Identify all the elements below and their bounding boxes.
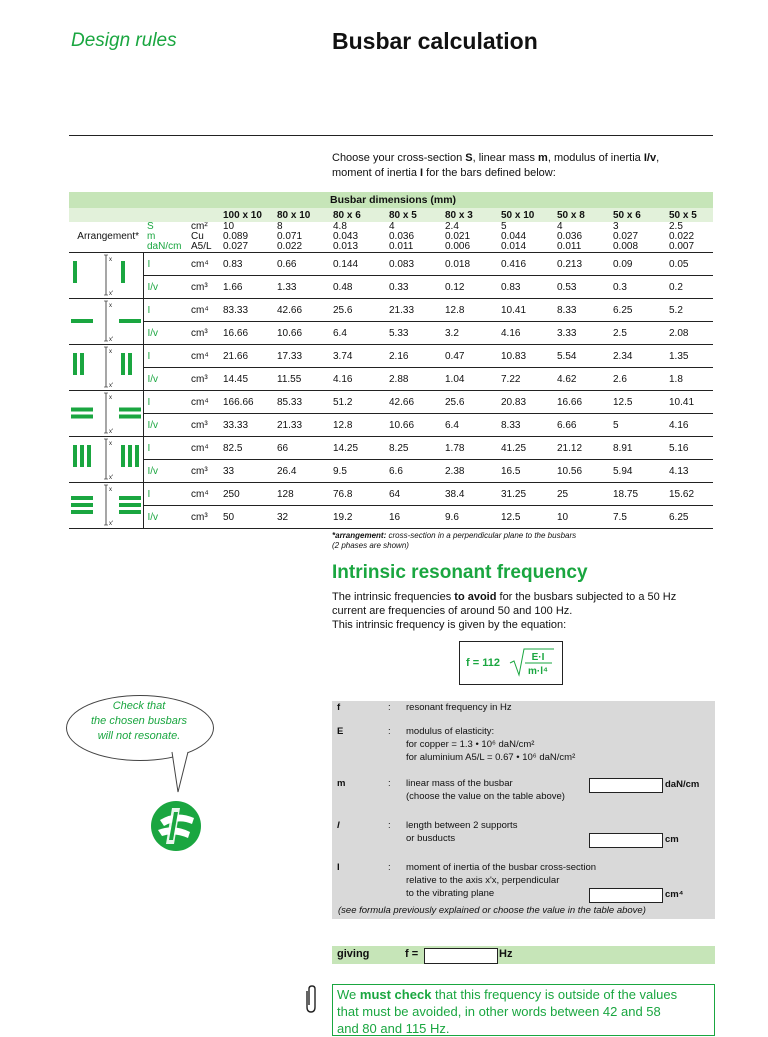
table-cell: 8.91	[609, 437, 665, 460]
busbar-arrangement-icon	[69, 437, 143, 481]
page-title: Busbar calculation	[332, 28, 538, 54]
axis-xp-label: x'	[109, 429, 114, 435]
arrangement-graphic	[69, 437, 143, 483]
table-cell: 12.5	[497, 506, 553, 529]
table-cell: 21.66	[219, 345, 273, 368]
table-cell: 0.213	[553, 253, 609, 276]
table-cell: 0.044	[501, 232, 527, 242]
column-header-size: 50 x 6	[609, 208, 665, 222]
table-cell: 2.88	[385, 368, 441, 391]
table-cell: 10.83	[497, 345, 553, 368]
busbar-shape	[128, 445, 132, 467]
axis-x-label: x	[109, 395, 112, 401]
busbar-arrangement-icon	[69, 345, 143, 389]
table-cell: 4	[557, 222, 563, 232]
row-unit: cm³	[187, 506, 219, 529]
table-cell: 9.5	[329, 460, 385, 483]
paperclip-icon	[301, 985, 321, 1015]
table-cell: 4.16	[665, 414, 713, 437]
table-cell: 0.013	[329, 242, 385, 253]
table-cell: 25.6	[329, 299, 385, 322]
table-cell: 2.16	[385, 345, 441, 368]
busbar-table	[69, 192, 713, 529]
callout-text: Check that the chosen busbars will not resonate.	[90, 700, 187, 742]
busbar-arrangement-icon	[69, 299, 143, 343]
variable-description: or busducts	[406, 833, 456, 844]
table-cell: 20.83	[497, 391, 553, 414]
variable-input-field[interactable]	[589, 833, 663, 848]
arrangement-label: Arrangement*	[77, 232, 139, 242]
variable-symbol: m	[337, 778, 346, 789]
table-cell: 10	[553, 506, 609, 529]
table-cell: 2.6	[609, 368, 665, 391]
busbar-shape	[87, 445, 91, 467]
row-symbol: I	[143, 437, 187, 460]
table-cell: 5.33	[385, 322, 441, 345]
property-symbol: m	[147, 232, 156, 242]
column-header-size: 100 x 10	[219, 208, 273, 222]
axis-xp-label: x'	[109, 383, 114, 389]
table-cell: 16.66	[553, 391, 609, 414]
table-cell: 82.5	[219, 437, 273, 460]
table-cell: 10.56	[553, 460, 609, 483]
row-symbol: I/v	[143, 276, 187, 299]
table-cell: 85.33	[273, 391, 329, 414]
variable-symbol: I	[337, 862, 340, 873]
table-cell: 12.8	[441, 299, 497, 322]
table-cell: 32	[273, 506, 329, 529]
busbar-shape	[119, 408, 141, 412]
table-cell: 4.13	[665, 460, 713, 483]
row-symbol: I	[143, 391, 187, 414]
row-unit: cm⁴	[187, 299, 219, 322]
variable-colon: :	[388, 820, 391, 831]
table-cell: 0.2	[665, 276, 713, 299]
table-cell: 21.12	[553, 437, 609, 460]
table-cell: 76.8	[329, 483, 385, 506]
table-cell: 128	[273, 483, 329, 506]
section-label: Design rules	[71, 30, 177, 51]
table-cell: 5.16	[665, 437, 713, 460]
table-cell: 0.33	[385, 276, 441, 299]
table-cell: 9.6	[441, 506, 497, 529]
variable-description: for copper = 1.3 • 10⁶ daN/cm²	[406, 739, 535, 750]
table-cell: 0.12	[441, 276, 497, 299]
variable-description: relative to the axis x'x, perpendicular	[406, 875, 560, 886]
divider	[69, 135, 713, 136]
table-cell: 21.33	[273, 414, 329, 437]
variable-description: moment of inertia of the busbar cross-section	[406, 862, 597, 873]
table-cell: 6.25	[609, 299, 665, 322]
table-cell: 8.25	[385, 437, 441, 460]
table-cell: 14.45	[219, 368, 273, 391]
table-cell: 4.62	[553, 368, 609, 391]
busbar-shape	[121, 261, 125, 283]
busbar-shape	[71, 408, 93, 412]
table-cell: 1.04	[441, 368, 497, 391]
axis-xp-label: x'	[109, 337, 114, 343]
table-cell: 7.5	[609, 506, 665, 529]
table-cell: 0.027	[219, 242, 273, 253]
row-symbol: I	[143, 299, 187, 322]
table-cell: 21.33	[385, 299, 441, 322]
busbar-shape	[135, 445, 139, 467]
variable-colon: :	[388, 702, 391, 713]
resonance-formula	[462, 645, 558, 681]
formula-numerator: E·I	[531, 652, 545, 663]
row-unit: cm⁴	[187, 253, 219, 276]
busbar-shape	[71, 319, 93, 323]
table-cell: 7.22	[497, 368, 553, 391]
table-cell: 4	[389, 222, 395, 232]
axis-x-label: x	[109, 257, 112, 263]
table-cell: 0.021	[445, 232, 471, 242]
frequency-unit: Hz	[499, 948, 513, 960]
table-cell: 11.55	[273, 368, 329, 391]
busbar-shape	[71, 503, 93, 507]
table-cell: 0.018	[441, 253, 497, 276]
table-cell: 0.011	[553, 242, 609, 253]
variable-description: to the vibrating plane	[406, 888, 495, 899]
table-cell: 250	[219, 483, 273, 506]
table-cell: 10.66	[385, 414, 441, 437]
table-cell: 4.16	[329, 368, 385, 391]
table-cell: 6.6	[385, 460, 441, 483]
busbar-arrangement-icon	[69, 253, 143, 297]
column-header-size: 80 x 6	[329, 208, 385, 222]
row-symbol: I	[143, 483, 187, 506]
table-cell: 2.08	[665, 322, 713, 345]
table-cell: 50	[219, 506, 273, 529]
variable-description: resonant frequency in Hz	[406, 702, 512, 713]
table-cell: 1.33	[273, 276, 329, 299]
table-cell: 8	[277, 222, 283, 232]
arrangement-graphic	[69, 345, 143, 391]
table-cell: 0.83	[219, 253, 273, 276]
frequency-result-field[interactable]	[424, 948, 498, 964]
variable-colon: :	[388, 862, 391, 873]
arrangement-graphic	[69, 391, 143, 437]
row-unit: cm³	[187, 276, 219, 299]
row-symbol: I	[143, 253, 187, 276]
row-unit: cm³	[187, 368, 219, 391]
arrangement-graphic	[69, 253, 143, 299]
row-unit: cm⁴	[187, 483, 219, 506]
row-unit: cm³	[187, 460, 219, 483]
table-cell: 33	[219, 460, 273, 483]
resonance-paragraph: The intrinsic frequencies to avoid for the busbars subjected to a 50 Hz current are frequencies of around 50 and 100 Hz. This intrinsic frequency is given by the equation:	[332, 591, 677, 631]
table-cell: 0.53	[553, 276, 609, 299]
axis-x-label: x	[109, 441, 112, 447]
row-unit: cm³	[187, 322, 219, 345]
table-cell: 0.416	[497, 253, 553, 276]
table-cell: 0.027	[613, 232, 639, 242]
table-cell: 0.48	[329, 276, 385, 299]
table-cell: 5	[609, 414, 665, 437]
axis-x-label: x	[109, 487, 112, 493]
row-symbol: I/v	[143, 460, 187, 483]
header-spacer	[69, 208, 219, 222]
table-cell: 0.089	[223, 232, 249, 242]
property-symbol: daN/cm	[143, 242, 187, 253]
table-cell: 8.33	[553, 299, 609, 322]
table-cell: 15.62	[665, 483, 713, 506]
property-unit: A5/L	[187, 242, 219, 253]
table-cell: 1.78	[441, 437, 497, 460]
table-cell: 42.66	[273, 299, 329, 322]
table-cell: 5.54	[553, 345, 609, 368]
arrangement-graphic	[69, 299, 143, 345]
row-symbol: I/v	[143, 368, 187, 391]
table-cell: 4.8	[333, 222, 347, 232]
busbar-shape	[73, 353, 77, 375]
table-cell: 3.74	[329, 345, 385, 368]
table-cell: 0.036	[389, 232, 415, 242]
table-cell: 0.09	[609, 253, 665, 276]
row-symbol: I	[143, 345, 187, 368]
table-cell: 16	[385, 506, 441, 529]
table-cell: 0.022	[669, 232, 695, 242]
table-caption: Busbar dimensions (mm)	[69, 192, 713, 208]
table-cell: 0.006	[441, 242, 497, 253]
brand-logo-icon	[150, 800, 202, 852]
variable-description: modulus of elasticity:	[406, 726, 495, 737]
table-cell: 8.33	[497, 414, 553, 437]
axis-x-label: x	[109, 303, 112, 309]
variable-colon: :	[388, 778, 391, 789]
table-cell: 83.33	[219, 299, 273, 322]
busbar-shape	[121, 353, 125, 375]
variable-description: for aluminium A5/L = 0.67 • 10⁶ daN/cm²	[406, 752, 576, 763]
variable-input-field[interactable]	[589, 778, 663, 793]
table-cell: 66	[273, 437, 329, 460]
table-cell: 6.66	[553, 414, 609, 437]
table-cell: 0.014	[497, 242, 553, 253]
table-cell: 26.4	[273, 460, 329, 483]
variable-symbol: f	[337, 702, 341, 713]
table-cell: 0.036	[557, 232, 583, 242]
table-cell: 0.83	[497, 276, 553, 299]
table-cell: 38.4	[441, 483, 497, 506]
row-unit: cm⁴	[187, 437, 219, 460]
table-cell: 2.5	[669, 222, 683, 232]
table-cell: 10	[223, 222, 235, 232]
busbar-shape	[119, 319, 141, 323]
variable-colon: :	[388, 726, 391, 737]
variable-symbol: E	[337, 726, 344, 737]
table-cell: 16.66	[219, 322, 273, 345]
column-header-size: 80 x 3	[441, 208, 497, 222]
variables-note: (see formula previously explained or choose the value in the table above)	[338, 905, 646, 916]
row-symbol: I/v	[143, 414, 187, 437]
table-cell: 51.2	[329, 391, 385, 414]
property-unit: Cu	[191, 232, 204, 242]
table-footnote: *arrangement: cross-section in a perpendicular plane to the busbars (2 phases are shown)	[332, 531, 577, 550]
row-unit: cm⁴	[187, 345, 219, 368]
formula-denominator: m·l⁴	[528, 666, 548, 677]
table-cell: 1.8	[665, 368, 713, 391]
busbar-shape	[119, 510, 141, 514]
column-header-size: 50 x 10	[497, 208, 553, 222]
busbar-shape	[121, 445, 125, 467]
note-text: We must check that this frequency is outside of the values that must be avoided, in other words between 42 and 58 and 80 and 115 Hz.	[337, 987, 678, 1036]
table-cell: 12.8	[329, 414, 385, 437]
column-header-size: 80 x 5	[385, 208, 441, 222]
callout-tail	[170, 750, 190, 796]
axis-xp-label: x'	[109, 475, 114, 481]
property-unit: cm²	[191, 222, 208, 232]
busbar-arrangement-icon	[69, 391, 143, 435]
table-cell: 6.4	[441, 414, 497, 437]
table-cell: 10.66	[273, 322, 329, 345]
intro-text: Choose your cross-section S, linear mass m, modulus of inertia I/v, moment of inertia I for the bars defined below:	[332, 152, 660, 179]
table-cell: 25	[553, 483, 609, 506]
busbar-arrangement-icon	[69, 483, 143, 527]
variable-unit: cm	[665, 834, 679, 845]
table-cell: 10.41	[497, 299, 553, 322]
table-cell: 0.3	[609, 276, 665, 299]
table-cell: 16.5	[497, 460, 553, 483]
table-cell: 41.25	[497, 437, 553, 460]
result-bar	[332, 946, 715, 964]
busbar-shape	[73, 445, 77, 467]
row-symbol: I/v	[143, 322, 187, 345]
formula-lhs: f = 112	[466, 657, 500, 669]
table-cell: 0.071	[277, 232, 303, 242]
table-cell: 5	[501, 222, 507, 232]
arrangement-label	[69, 242, 143, 253]
variable-input-field[interactable]	[589, 888, 663, 903]
busbar-shape	[71, 510, 93, 514]
busbar-shape	[71, 496, 93, 500]
column-header-size: 50 x 8	[553, 208, 609, 222]
frequency-label: f =	[405, 948, 419, 960]
table-cell: 19.2	[329, 506, 385, 529]
table-cell: 1.35	[665, 345, 713, 368]
table-cell: 5.94	[609, 460, 665, 483]
table-cell: 0.083	[385, 253, 441, 276]
busbar-shape	[73, 261, 77, 283]
table-cell: 0.144	[329, 253, 385, 276]
table-cell: 18.75	[609, 483, 665, 506]
table-cell: 0.008	[609, 242, 665, 253]
variable-unit: cm⁴	[665, 889, 684, 900]
table-cell: 1.66	[219, 276, 273, 299]
table-cell: 4.16	[497, 322, 553, 345]
table-cell: 0.043	[333, 232, 359, 242]
property-symbol: S	[147, 222, 154, 232]
axis-x-label: x	[109, 349, 112, 355]
row-unit: cm⁴	[187, 391, 219, 414]
column-header-size: 80 x 10	[273, 208, 329, 222]
table-cell: 33.33	[219, 414, 273, 437]
table-cell: 12.5	[609, 391, 665, 414]
column-header-size: 50 x 5	[665, 208, 713, 222]
variable-symbol: l	[337, 820, 340, 831]
busbar-shape	[80, 353, 84, 375]
table-cell: 3	[613, 222, 619, 232]
table-cell: 2.4	[445, 222, 459, 232]
variable-description: (choose the value on the table above)	[406, 791, 565, 802]
variable-description: length between 2 supports	[406, 820, 518, 831]
table-cell: 3.2	[441, 322, 497, 345]
giving-label: giving	[337, 948, 370, 960]
table-cell: 10.41	[665, 391, 713, 414]
table-cell: 2.5	[609, 322, 665, 345]
axis-xp-label: x'	[109, 521, 114, 527]
busbar-shape	[80, 445, 84, 467]
variable-description: linear mass of the busbar	[406, 778, 513, 789]
table-cell: 166.66	[219, 391, 273, 414]
table-cell: 6.4	[329, 322, 385, 345]
table-cell: 2.34	[609, 345, 665, 368]
table-cell: 2.38	[441, 460, 497, 483]
busbar-shape	[71, 415, 93, 419]
arrangement-label	[69, 222, 143, 232]
table-cell: 0.011	[385, 242, 441, 253]
table-cell: 42.66	[385, 391, 441, 414]
axis-xp-label: x'	[109, 291, 114, 297]
table-cell: 0.66	[273, 253, 329, 276]
table-cell: 25.6	[441, 391, 497, 414]
table-cell: 0.007	[665, 242, 713, 253]
busbar-shape	[119, 415, 141, 419]
busbar-shape	[128, 353, 132, 375]
table-cell: 0.022	[273, 242, 329, 253]
row-unit: cm³	[187, 414, 219, 437]
table-cell: 5.2	[665, 299, 713, 322]
table-cell: 17.33	[273, 345, 329, 368]
table-cell: 0.47	[441, 345, 497, 368]
busbar-shape	[119, 496, 141, 500]
variable-unit: daN/cm	[665, 779, 700, 790]
table-cell: 0.05	[665, 253, 713, 276]
table-cell: 31.25	[497, 483, 553, 506]
table-cell: 3.33	[553, 322, 609, 345]
table-cell: 6.25	[665, 506, 713, 529]
table-cell: 64	[385, 483, 441, 506]
section-heading: Intrinsic resonant frequency	[332, 562, 588, 583]
busbar-shape	[119, 503, 141, 507]
table-cell: 14.25	[329, 437, 385, 460]
arrangement-graphic	[69, 483, 143, 529]
row-symbol: I/v	[143, 506, 187, 529]
